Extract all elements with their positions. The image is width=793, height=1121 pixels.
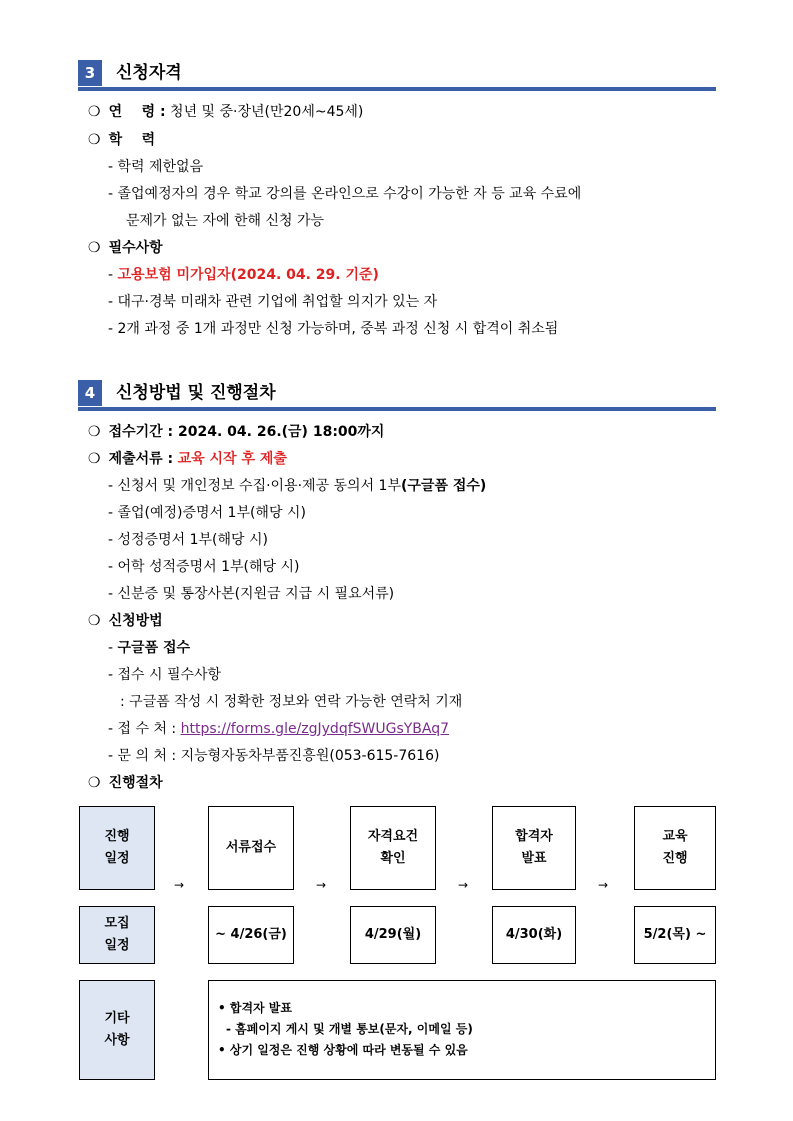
date-box: 4/29(월) [350,906,436,964]
age-item [88,102,363,122]
step-label: 발표 [521,851,547,866]
method-item [88,611,163,631]
header-line: 모집 [104,916,130,931]
req-item [88,238,163,258]
step-box [492,806,576,890]
step-box [208,806,294,890]
submit-line [108,719,449,739]
submit-label: - 접 수 처 : [108,721,177,737]
bullet-circle-icon: ❍ [88,424,101,440]
edu-item [88,130,155,150]
header-line: 일정 [104,851,130,866]
req-sub2: - 대구·경북 미래차 관련 기업에 취업할 의지가 있는 자 [108,294,438,310]
req-sub1: - 고용보험 미가입자(2024. 04. 29. 기준) [108,267,379,283]
recruit-schedule-header [79,906,155,964]
section-title: 신청방법 및 진행절차 [116,383,276,403]
arrow-right-icon: → [174,878,185,892]
progress-schedule-header [79,806,155,890]
doc-item: - 어학 성적증명서 1부(해당 시) [108,559,300,575]
edu-sub1: - 학력 제한없음 [108,159,204,175]
date-box: 4/30(화) [492,906,576,964]
arrow-right-icon: → [316,878,327,892]
process-label: 진행절차 [108,775,163,791]
method-label: 신청방법 [108,613,163,629]
section-number: 4 [78,380,102,406]
contact-line: - 문 의 처 : 지능형자동차부품진흥원(053-615-7616) [108,748,440,764]
submit-link[interactable]: https://forms.gle/zgJydqfSWUGsYBAq7 [180,721,450,737]
doc-text: - 신청서 및 개인정보 수집·이용·제공 동의서 1부 [108,478,401,494]
doc-item: - 성정증명서 1부(해당 시) [108,532,268,548]
bullet-circle-icon: ❍ [88,451,101,467]
bullet-circle-icon: ❍ [88,104,101,120]
bullet-circle-icon: ❍ [88,132,101,148]
date-box: ~ 4/26(금) [208,906,294,964]
header-line: 일정 [104,938,130,953]
section-divider [78,87,716,91]
method-sub3: : 구글폼 작성 시 정확한 정보와 연락 가능한 연락처 기재 [120,694,463,710]
age-value: 청년 및 중·장년(만20세~45세) [170,104,364,120]
note-line: - 홈페이지 게시 및 개별 통보(문자, 이메일 등) [226,1022,473,1036]
bullet-circle-icon: ❍ [88,613,101,629]
age-label: 연 령 : [108,104,166,120]
step-label: 서류접수 [225,840,277,855]
doc-item [108,476,486,496]
docs-red: 교육 시작 후 제출 [177,451,287,467]
step-label: 자격요건 [367,829,419,844]
bullet-circle-icon: ❍ [88,775,101,791]
note-line: • 상기 일정은 진행 상황에 따라 변동될 수 있음 [218,1043,468,1057]
date-box: 5/2(목) ~ [634,906,716,964]
doc-bold-text: (구글폼 접수) [401,478,487,494]
section-divider [78,407,716,411]
step-label: 확인 [380,851,406,866]
deadline-item [88,422,384,442]
header-line: 진행 [104,829,130,844]
method-sub2: - 접수 시 필수사항 [108,667,222,683]
step-box [350,806,436,890]
process-item [88,773,163,793]
note-line: • 합격자 발표 [218,1001,292,1015]
req-label: 필수사항 [108,240,163,256]
method-sub1: - 구글폼 접수 [108,640,191,656]
header-line: 사항 [104,1033,130,1048]
arrow-right-icon: → [458,878,469,892]
edu-sub2: - 졸업예정자의 경우 학교 강의를 온라인으로 수강이 가능한 자 등 교육 수료에 [108,186,582,202]
req-sub1-text: 고용보험 미가입자(2024. 04. 29. 기준) [117,267,379,283]
section-4-header [78,380,716,410]
docs-label: 제출서류 : [108,451,174,467]
step-box [634,806,716,890]
doc-item: - 신분증 및 통장사본(지원금 지급 시 필요서류) [108,586,395,602]
step-label: 교육 [662,829,688,844]
method-sub1-text: 구글폼 접수 [117,640,191,656]
header-line: 기타 [104,1011,130,1026]
section-3-header [78,60,716,90]
docs-item [88,449,287,469]
etc-header [79,980,155,1080]
section-number: 3 [78,60,102,86]
edu-label: 학 력 [108,132,156,148]
step-label: 진행 [662,851,688,866]
section-title: 신청자격 [116,63,182,83]
arrow-right-icon: → [598,878,609,892]
deadline-text: 접수기간 : 2024. 04. 26.(금) 18:00까지 [108,424,385,440]
req-sub3: - 2개 과정 중 1개 과정만 신청 가능하며, 중복 과정 신청 시 합격이 취소됨 [108,321,559,337]
edu-sub2-cont: 문제가 없는 자에 한해 신청 가능 [126,213,325,229]
bullet-circle-icon: ❍ [88,240,101,256]
step-label: 합격자 [515,829,553,844]
doc-item: - 졸업(예정)증명서 1부(해당 시) [108,505,306,521]
